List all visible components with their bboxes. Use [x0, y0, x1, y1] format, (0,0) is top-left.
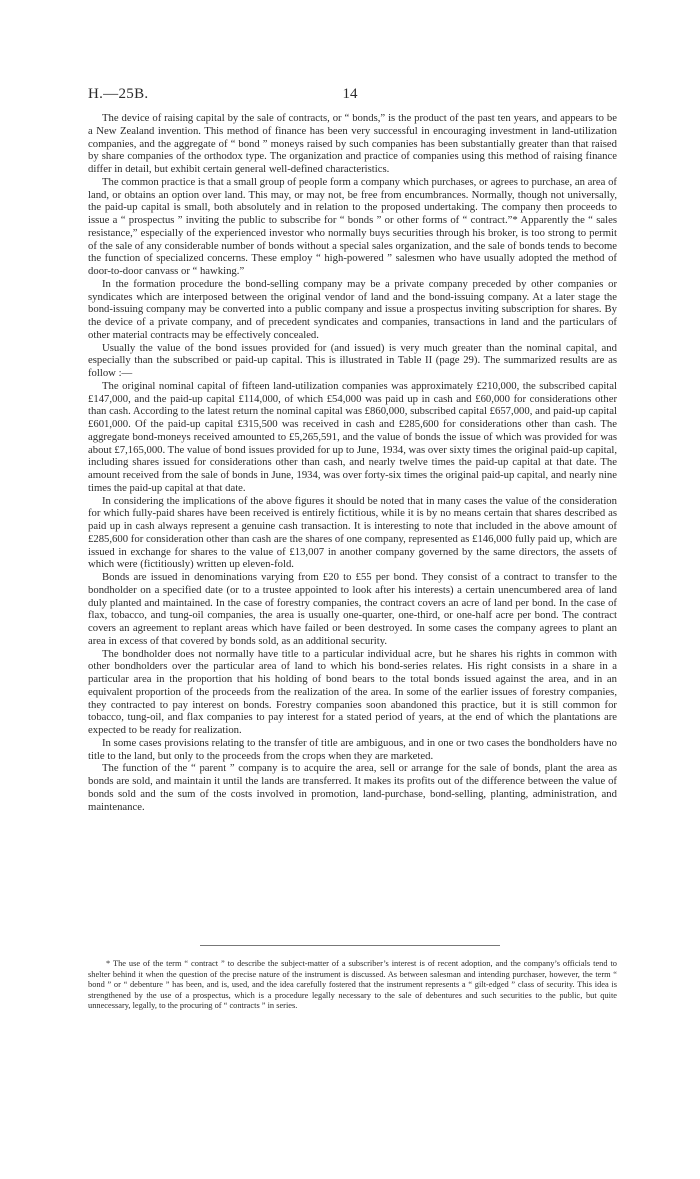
footnote-divider [200, 945, 500, 946]
paragraph: The bondholder does not normally have title to a particular individual acre, but he shares his rights in common with other bondholders over the particular area of land to which his bond-series relates. His right consists in a share in a particular area in the proportion that his holding of bond bears to the total bonds issued against the area, and in an equivalent proportion of the proceeds from the realization of the area. In some of the earlier issues of forestry companies, they contracted to pay interest on bonds. Forestry companies soon abandoned this practice, but it is still common for tobacco, tung-oil, and flax companies to pay interest for a stated period of years, at the end of which the plantations are expected to be ready for realization. [88, 647, 617, 736]
paragraph: The original nominal capital of fifteen land-utilization companies was approximately £210,000, the subscribed capital £147,000, and the paid-up capital £114,000, of which £54,000 was paid up in cash and £60,000 for considerations other than cash. According to the latest return the nominal capital was £860,000, subscribed capital £657,000, and paid-up capital £601,000. Of the paid-up capital £315,500 was received in cash and £285,600 for considerations other than cash. The aggregate bond-moneys received amounted to £5,265,591, and the value of bonds the issue of which was provided for was about £7,165,000. The value of bond issues provided for up to June, 1934, was over sixty times the original paid-up capital, including shares issued for considerations other than cash, and nearly twelve times the paid-up capital at that date. The amount received from the sale of bonds in June, 1934, was over forty-six times the original paid-up capital, and nearly nine times the paid-up capital at that date. [88, 379, 617, 494]
body-text [88, 112, 617, 813]
paragraph: In considering the implications of the above figures it should be noted that in many cases the value of the consideration for which fully-paid shares have been received is entirely fictitious, while it is by no means certain that shares described as paid up in cash always represent a genuine cash transaction. It is interesting to note that included in the above amount of £285,600 for consideration other than cash are the shares of one company, represented as £146,000 fully paid up, which are issued in exchange for shares to the value of £13,007 in another company governed by the same directors, the assets of which were (fictitiously) written up eleven-fold. [88, 494, 617, 571]
paragraph: In the formation procedure the bond-selling company may be a private company preceded by other companies or syndicates which are interposed between the original vendor of land and the bond-issuing company. At a later stage the bond-issuing company may be converted into a public company and issue a prospectus inviting subscription for shares. By the device of a private company, and of precedent syndicates and companies, transactions in land and the particulars of other material contracts may be effectively concealed. [88, 277, 617, 341]
paragraph: The device of raising capital by the sale of contracts, or “ bonds,” is the product of the past ten years, and appears to be a New Zealand invention. This method of finance has been very successful in encouraging investment in land-utilization companies, and the aggregate of “ bond ” moneys raised by such companies has been substantially greater than that raised by share companies of the orthodox type. The organization and practice of companies using this method of raising finance differ in detail, but exhibit certain general well-defined characteristics. [88, 112, 617, 175]
paragraph: Bonds are issued in denominations varying from £20 to £55 per bond. They consist of a contract to transfer to the bondholder on a specified date (or to a trustee appointed to look after his interests) a certain unencumbered area of land duly planted and maintained. In the case of forestry companies, the contract covers an acre of land per bond. In the case of flax, tobacco, and tung-oil companies, the area is usually one-quarter, one-third, or one-half acre per bond. The contract covers an agreement to replant areas which have failed or been destroyed. In some cases the company agrees to plant an area in excess of that covered by bonds sold, as an additional security. [88, 571, 617, 647]
footnote-text: * The use of the term “ contract ” to describe the subject-matter of a subscriber’s interest is of recent adoption, and the company’s officials tend to shelter behind it when the question of the precise nature of the instrument is discussed. As between salesman and intending purchaser, however, the term “ bond ” or “ debenture ” has been, and is, used, and the idea carefully fostered that the instrument represents a “ gilt-edged ” class of security. This idea is strengthened by the use of a prospectus, which is a procedure legally necessary to the sale of debentures and such securities to the public, but quite unnecessary, legally, to the procuring of “ contracts ” in series. [88, 959, 617, 1011]
document-reference: H.—25B. [88, 86, 149, 102]
paragraph: The function of the “ parent ” company is to acquire the area, sell or arrange for the sale of bonds, plant the area as bonds are sold, and maintain it until the lands are transferred. It makes its profits out of the difference between the value of bonds sold and the sum of the costs involved in promotion, land-purchase, bond-selling, planting, administration, and maintenance. [88, 762, 617, 813]
paragraph: The common practice is that a small group of people form a company which purchases, or agrees to purchase, an area of land, or obtains an option over land. This may, or may not, be free from encumbrances. Normally, though not universally, the paid-up capital is small, both absolutely and in relation to the proposed undertaking. The company then proceeds to issue a “ prospectus ” inviting the public to subscribe for “ bonds ” or other forms of “ contract.”* Apparently the “ sales resistance,” especially of the experienced investor who normally buys securities through his broker, is too strong to permit of the sale of any considerable number of bonds without a special sales organization, and the sale of bonds tends to become the function of specialized concerns. These employ “ high-powered ” salesmen who have usually adopted the method of door-to-door canvass or “ hawking.” [88, 175, 617, 277]
footnote [88, 959, 617, 1012]
page-number: 14 [342, 86, 358, 102]
paragraph: In some cases provisions relating to the transfer of title are ambiguous, and in one or two cases the bondholders have no title to the land, but only to the proceeds from the crops when they are marketed. [88, 736, 617, 762]
paragraph: Usually the value of the bond issues provided for (and issued) is very much greater than the nominal capital, and especially than the subscribed or paid-up capital. This is illustrated in Table II (page 29). The summarized results are as follow :— [88, 341, 617, 379]
